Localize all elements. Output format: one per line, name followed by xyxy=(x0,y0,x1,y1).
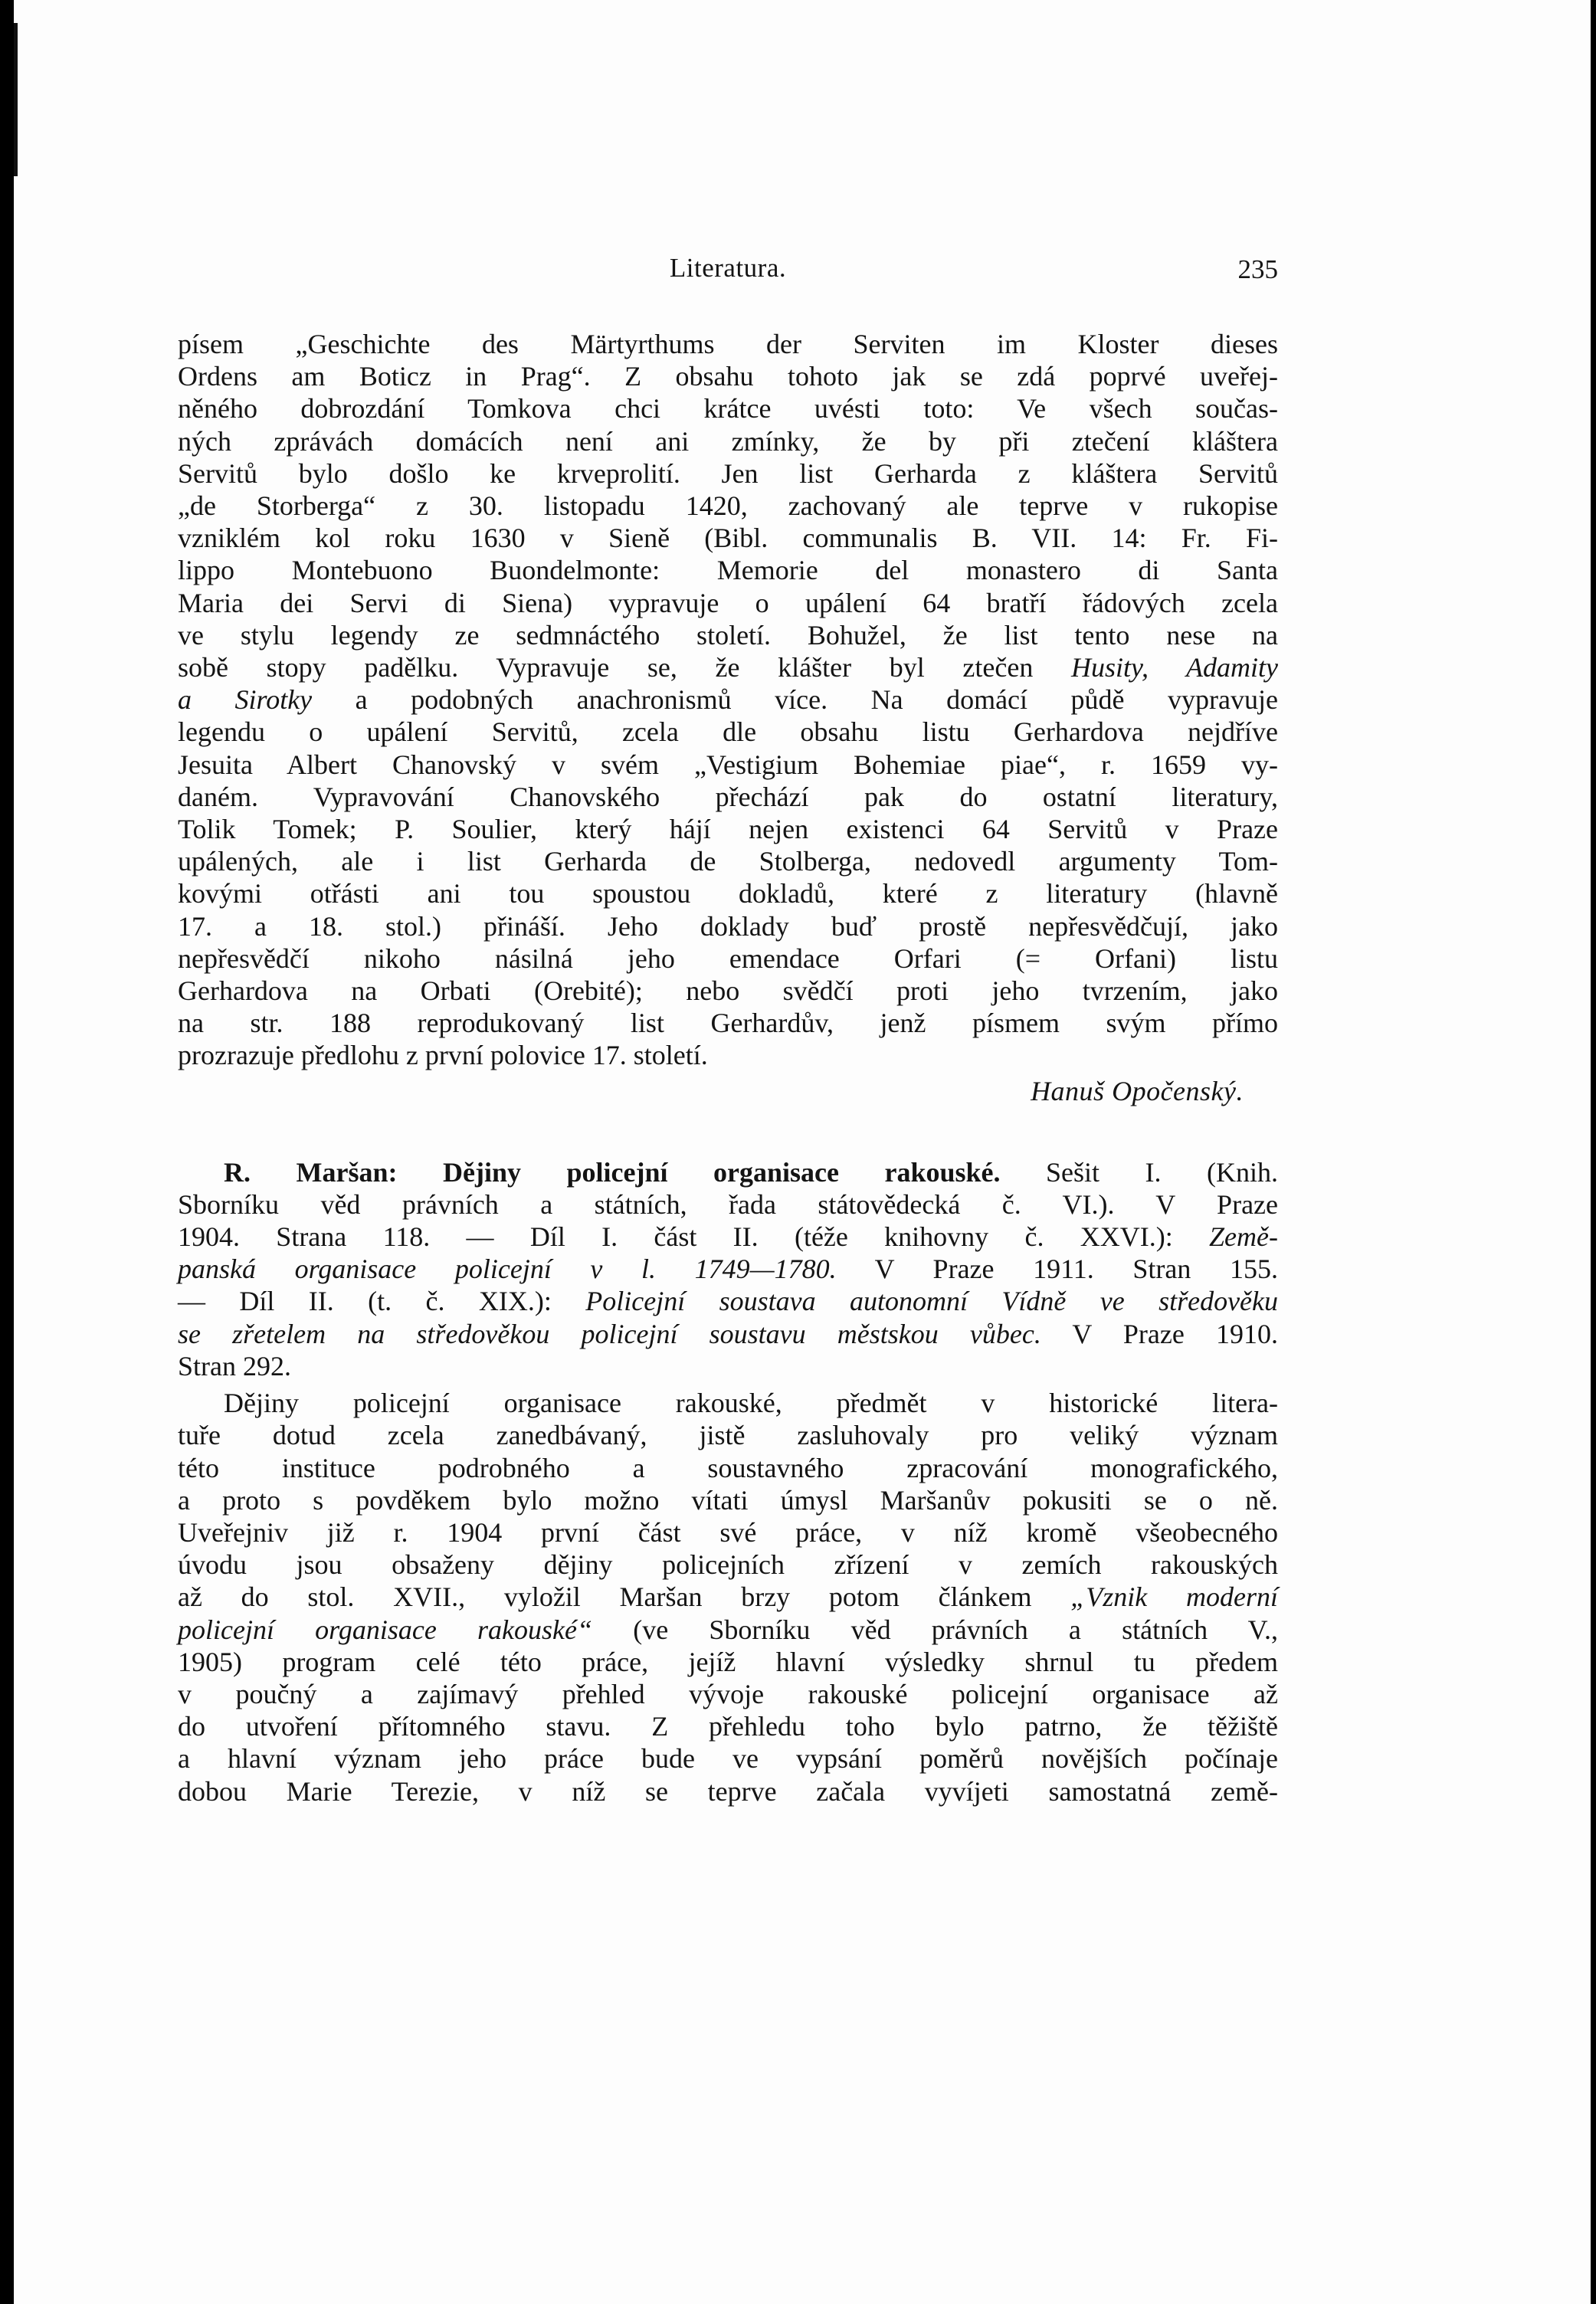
text-line: Sborníku věd právních a státních, řada státovědecká č. VI.). V Praze xyxy=(178,1188,1278,1220)
text-line: 17. a 18. stol.) přináší. Jeho doklady buď prostě nepřesvědčují, jako xyxy=(178,910,1278,942)
text-line xyxy=(178,683,1278,716)
paragraph-opening xyxy=(178,328,1278,1072)
text-line: písem „Geschichte des Märtyrthums der Serviten im Kloster dieses xyxy=(178,329,1278,359)
text-line xyxy=(178,1285,1278,1317)
text-line: prozrazuje předlohu z první polovice 17. století. xyxy=(178,1040,708,1071)
page-number: 235 xyxy=(1237,254,1278,284)
text-line: 1905) program celé této práce, jejíž hlavní výsledky shrnul tu předem xyxy=(178,1646,1278,1677)
text-run: a podobných anachronismů více. Na domácí půdě vypravuje xyxy=(312,684,1278,716)
text-line: v poučný a zajímavý přehled vývoje rakouské policejní organisace až xyxy=(178,1678,1278,1709)
italic-run: „Vznik moderní xyxy=(1070,1581,1278,1613)
text-line: Servitů bylo došlo ke krveprolití. Jen list Gerharda z kláštera Servitů xyxy=(178,457,1278,489)
scanned-page xyxy=(14,0,1591,2304)
text-line: Uveřejniv již r. 1904 první část své práce, v níž kromě všeobecného xyxy=(178,1516,1278,1548)
text-line: legendu o upálení Servitů, zcela dle obsahu listu Gerhardova nejdříve xyxy=(178,716,1278,748)
text-line: Tolik Tomek; P. Soulier, který hájí nejen existenci 64 Servitů v Praze xyxy=(178,814,1278,845)
text-line: daném. Vypravování Chanovského přechází pak do ostatní literatury, xyxy=(178,781,1278,812)
text-line: na str. 188 reprodukovaný list Gerhardův, jenž písmem svým přímo xyxy=(178,1008,1278,1039)
text-line: ných zprávách domácích není ani zmínky, že by při ztečení kláštera xyxy=(178,425,1278,457)
italic-run: Husity, Adamity xyxy=(1071,652,1278,683)
text-line xyxy=(178,1614,1278,1646)
text-block xyxy=(178,253,1278,1807)
text-run: Sešit I. (Knih. xyxy=(1000,1156,1279,1188)
italic-run: Policejní soustava autonomní Vídně ve středověku xyxy=(585,1286,1279,1317)
text-line: Ordens am Boticz in Prag“. Z obsahu tohoto jak se zdá poprvé uveřej- xyxy=(178,361,1278,392)
text-line: Gerhardova na Orbati (Orebité); nebo svědčí proti jeho tvrzením, jako xyxy=(178,975,1278,1007)
text-line: dobou Marie Terezie, v níž se teprve začala vyvíjeti samostatná země- xyxy=(178,1775,1278,1807)
text-line xyxy=(178,1318,1278,1350)
text-line: vzniklém kol roku 1630 v Sieně (Bibl. communalis B. VII. 14: Fr. Fi- xyxy=(178,523,1278,554)
text-line xyxy=(178,1221,1278,1253)
text-run: — Díl II. (t. č. XIX.): xyxy=(178,1286,586,1317)
text-line: do utvoření přítomného stavu. Z přehledu toho bylo patrno, že těžiště xyxy=(178,1711,1278,1742)
review-heading xyxy=(178,1156,1278,1382)
text-line xyxy=(178,651,1278,683)
text-run: V Praze 1910. xyxy=(1041,1318,1278,1349)
text-line: Maria dei Servi di Siena) vypravuje o upálení 64 bratří řádových zcela xyxy=(178,587,1278,618)
text-run: V Praze 1911. Stran 155. xyxy=(836,1254,1278,1285)
text-line: úvodu jsou obsaženy dějiny policejních zřízení v zemích rakouských xyxy=(178,1549,1278,1581)
running-title: Literatura. xyxy=(669,253,787,283)
text-line xyxy=(178,1253,1278,1285)
text-line: tuře dotud zcela zanedbávaný, jistě zasluhovaly pro veliký význam xyxy=(178,1420,1278,1451)
italic-run: Země- xyxy=(1209,1221,1278,1253)
text-line: Stran 292. xyxy=(178,1350,291,1381)
running-head xyxy=(178,253,1278,299)
text-line: a proto s povděkem bylo možno vítati úmysl Maršanův pokusiti se o ně. xyxy=(178,1484,1278,1516)
text-line: Dějiny policejní organisace rakouské, předmět v historické litera- xyxy=(224,1388,1278,1419)
italic-run: panská organisace policejní v l. 1749—1780. xyxy=(178,1254,837,1285)
text-line: této instituce podrobného a soustavného zpracování monografického, xyxy=(178,1452,1278,1483)
italic-run: policejní organisace rakouské“ xyxy=(178,1614,592,1645)
text-line: „de Storberga“ z 30. listopadu 1420, zachovaný ale teprve v rukopise xyxy=(178,490,1278,522)
text-line: nepřesvědčí nikoho násilná jeho emendace Orfari (= Orfani) listu xyxy=(178,942,1278,974)
text-run: až do stol. XVII., vyložil Maršan brzy potom článkem xyxy=(178,1581,1071,1613)
author-signature: Hanuš Opočenský. xyxy=(1031,1075,1244,1106)
text-line: Jesuita Albert Chanovský v svém „Vestigium Bohemiae piae“, r. 1659 vy- xyxy=(178,749,1278,780)
text-line xyxy=(178,1581,1278,1613)
text-line: a hlavní význam jeho práce bude ve vypsání poměrů novějších počínaje xyxy=(178,1743,1278,1775)
italic-run: se zřetelem na středověkou policejní soustavu městskou vůbec. xyxy=(178,1318,1041,1349)
text-run: sobě stopy padělku. Vypravuje se, že klášter byl ztečen xyxy=(178,652,1072,683)
text-line xyxy=(178,1156,1278,1188)
text-line: ve stylu legendy ze sedmnáctého století. Bohužel, že list tento nese na xyxy=(178,619,1278,651)
review-title: Dějiny policejní organisace rakouské. xyxy=(443,1156,1001,1188)
text-run: (ve Sborníku věd právních a státních V., xyxy=(592,1614,1278,1645)
text-run: 1904. Strana 118. — Díl I. část II. (téže knihovny č. XXVI.): xyxy=(178,1221,1210,1253)
review-author: R. Maršan: xyxy=(224,1156,398,1188)
text-line: kovými otřásti ani tou spoustou dokladů, které z literatury (hlavně xyxy=(178,878,1278,909)
text-line: lippo Montebuono Buondelmonte: Memorie del monastero di Santa xyxy=(178,555,1278,586)
text-line: upálených, ale i list Gerharda de Stolberga, nedovedl argumenty Tom- xyxy=(178,846,1278,877)
italic-run: a Sirotky xyxy=(178,684,313,716)
text-line: něného dobrozdání Tomkova chci krátce uvésti toto: Ve všech součas- xyxy=(178,393,1278,424)
scan-edge-mark xyxy=(14,23,18,176)
paragraph-review-body xyxy=(178,1387,1278,1807)
